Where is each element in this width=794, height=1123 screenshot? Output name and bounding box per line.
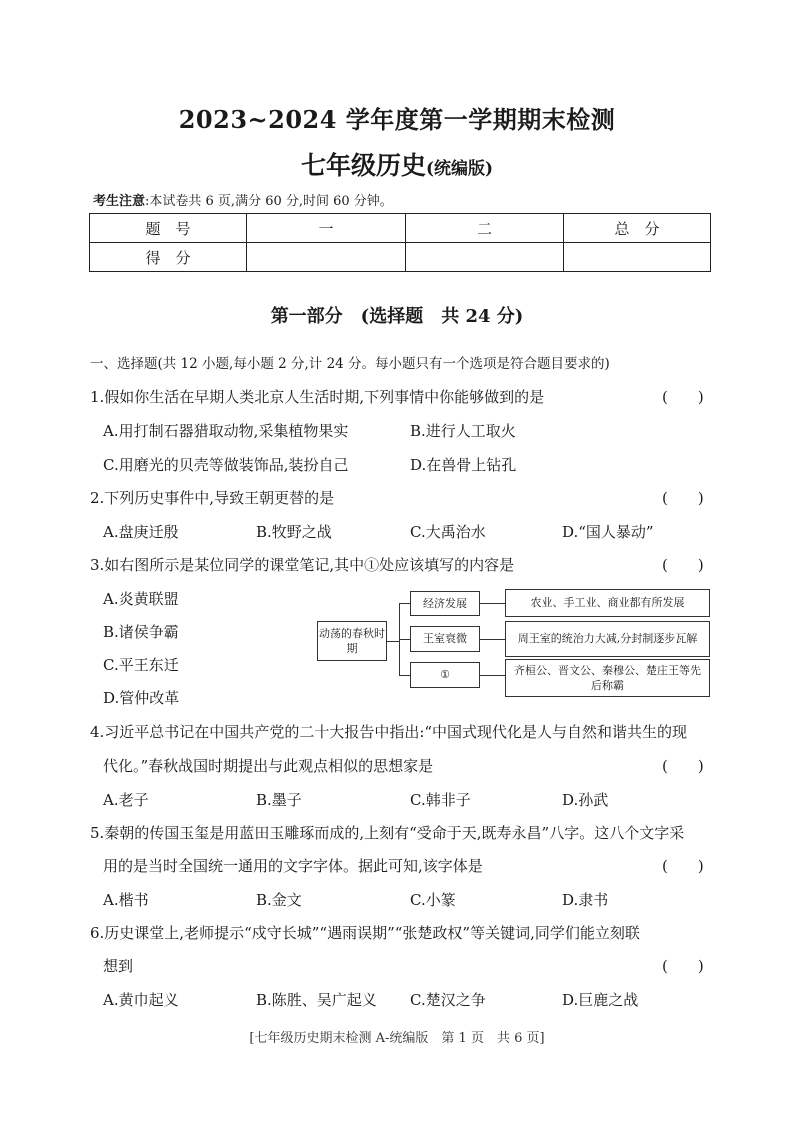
answer-blank[interactable]: ( ) — [662, 489, 704, 507]
arrow-icon — [480, 603, 505, 604]
connector — [387, 641, 399, 642]
option[interactable]: D.巨鹿之战 — [562, 991, 639, 1009]
option[interactable]: C.平王东迁 — [103, 656, 179, 674]
notice-text: :本试卷共 6 页,满分 60 分,时间 60 分钟。 — [145, 194, 393, 209]
answer-blank[interactable]: ( ) — [662, 757, 704, 775]
option[interactable]: C.小篆 — [410, 891, 456, 909]
score-cell: 二 — [406, 214, 564, 243]
option[interactable]: B.诸侯争霸 — [103, 623, 179, 641]
option[interactable]: B.陈胜、吴广起义 — [256, 991, 377, 1009]
score-cell: 得 分 — [90, 243, 247, 272]
option[interactable]: B.牧野之战 — [256, 523, 332, 541]
score-cell: 一 — [247, 214, 406, 243]
score-cell: 题 号 — [90, 214, 247, 243]
question-stem-cont: 想到 — [103, 957, 134, 975]
notice-label: 考生注意 — [93, 194, 146, 209]
answer-blank[interactable]: ( ) — [662, 857, 704, 875]
option[interactable]: D.隶书 — [562, 891, 609, 909]
arrow-icon — [480, 675, 505, 676]
exam-title: 2023~2024 学年度第一学期期末检测 — [178, 105, 616, 134]
answer-blank[interactable]: ( ) — [662, 388, 704, 406]
diagram-branch: 经济发展 — [410, 591, 480, 616]
connector — [399, 639, 410, 640]
option[interactable]: A.老子 — [103, 791, 149, 809]
option[interactable]: D.在兽骨上钻孔 — [410, 456, 517, 474]
score-cell: 总 分 — [564, 214, 711, 243]
diagram-detail: 周王室的统治力大减,分封制逐步瓦解 — [505, 621, 710, 657]
option[interactable]: D.管仲改革 — [103, 689, 180, 707]
option[interactable]: B.墨子 — [256, 791, 302, 809]
question-stem: 1.假如你生活在早期人类北京人生活时期,下列事情中你能够做到的是 — [90, 388, 545, 406]
option[interactable]: A.盘庚迁殷 — [103, 523, 179, 541]
diagram-branch: 王室衰微 — [410, 626, 480, 652]
connector — [399, 675, 410, 676]
option[interactable]: C.楚汉之争 — [410, 991, 486, 1009]
part-title: 第一部分 (选择题 共 24 分) — [270, 306, 524, 327]
option[interactable]: C.用磨光的贝壳等做装饰品,装扮自己 — [103, 456, 349, 474]
score-input-cell[interactable] — [247, 243, 406, 272]
score-table — [89, 213, 711, 272]
question-stem: 5.秦朝的传国玉玺是用蓝田玉雕琢而成的,上刻有“受命于天,既寿永昌”八字。这八个文字采 — [90, 824, 685, 842]
diagram-detail: 农业、手工业、商业都有所发展 — [505, 589, 710, 617]
option[interactable]: A.黄巾起义 — [103, 991, 179, 1009]
diagram-root: 动荡的春秋时期 — [317, 621, 387, 661]
arrow-icon — [480, 639, 505, 640]
score-input-cell[interactable] — [564, 243, 711, 272]
section-heading: 一、选择题(共 12 小题,每小题 2 分,计 24 分。每小题只有一个选项是符合题目要求的) — [90, 356, 610, 372]
option[interactable]: A.炎黄联盟 — [103, 590, 179, 608]
score-table-header-row — [90, 214, 711, 243]
question-stem-cont: 用的是当时全国统一通用的文字字体。据此可知,该字体是 — [103, 857, 483, 875]
question-stem: 4.习近平总书记在中国共产党的二十大报告中指出:“中国式现代化是人与自然和谐共生的现 — [90, 723, 688, 741]
answer-blank[interactable]: ( ) — [662, 556, 704, 574]
exam-subtitle — [0, 146, 794, 182]
option[interactable]: D.孙武 — [562, 791, 609, 809]
edition-label: (统编版) — [425, 159, 494, 179]
option[interactable]: C.韩非子 — [410, 791, 471, 809]
option[interactable]: A.用打制石器猎取动物,采集植物果实 — [103, 422, 349, 440]
question-stem: 2.下列历史事件中,导致王朝更替的是 — [90, 489, 335, 507]
connector — [399, 603, 410, 604]
question-stem: 3.如右图所示是某位同学的课堂笔记,其中①处应该填写的内容是 — [90, 556, 515, 574]
question-stem: 6.历史课堂上,老师提示“戍守长城”“遇雨误期”“张楚政权”等关键词,同学们能立刻联 — [90, 924, 640, 942]
subject-title: 七年级历史 — [300, 151, 426, 180]
score-table-score-row — [90, 243, 711, 272]
option[interactable]: D.“国人暴动” — [562, 523, 654, 541]
answer-blank[interactable]: ( ) — [662, 957, 704, 975]
diagram-branch-blank: ① — [410, 662, 480, 688]
option[interactable]: B.进行人工取火 — [410, 422, 516, 440]
exam-notice — [93, 190, 393, 209]
question-stem-cont: 代化。”春秋战国时期提出与此观点相似的思想家是 — [103, 757, 434, 775]
option[interactable]: C.大禹治水 — [410, 523, 486, 541]
option[interactable]: A.楷书 — [103, 891, 149, 909]
option[interactable]: B.金文 — [256, 891, 302, 909]
page-footer: [七年级历史期末检测 A-统编版 第 1 页 共 6 页] — [249, 1031, 545, 1046]
diagram-detail: 齐桓公、晋文公、秦穆公、楚庄王等先后称霸 — [505, 659, 710, 697]
score-input-cell[interactable] — [406, 243, 564, 272]
